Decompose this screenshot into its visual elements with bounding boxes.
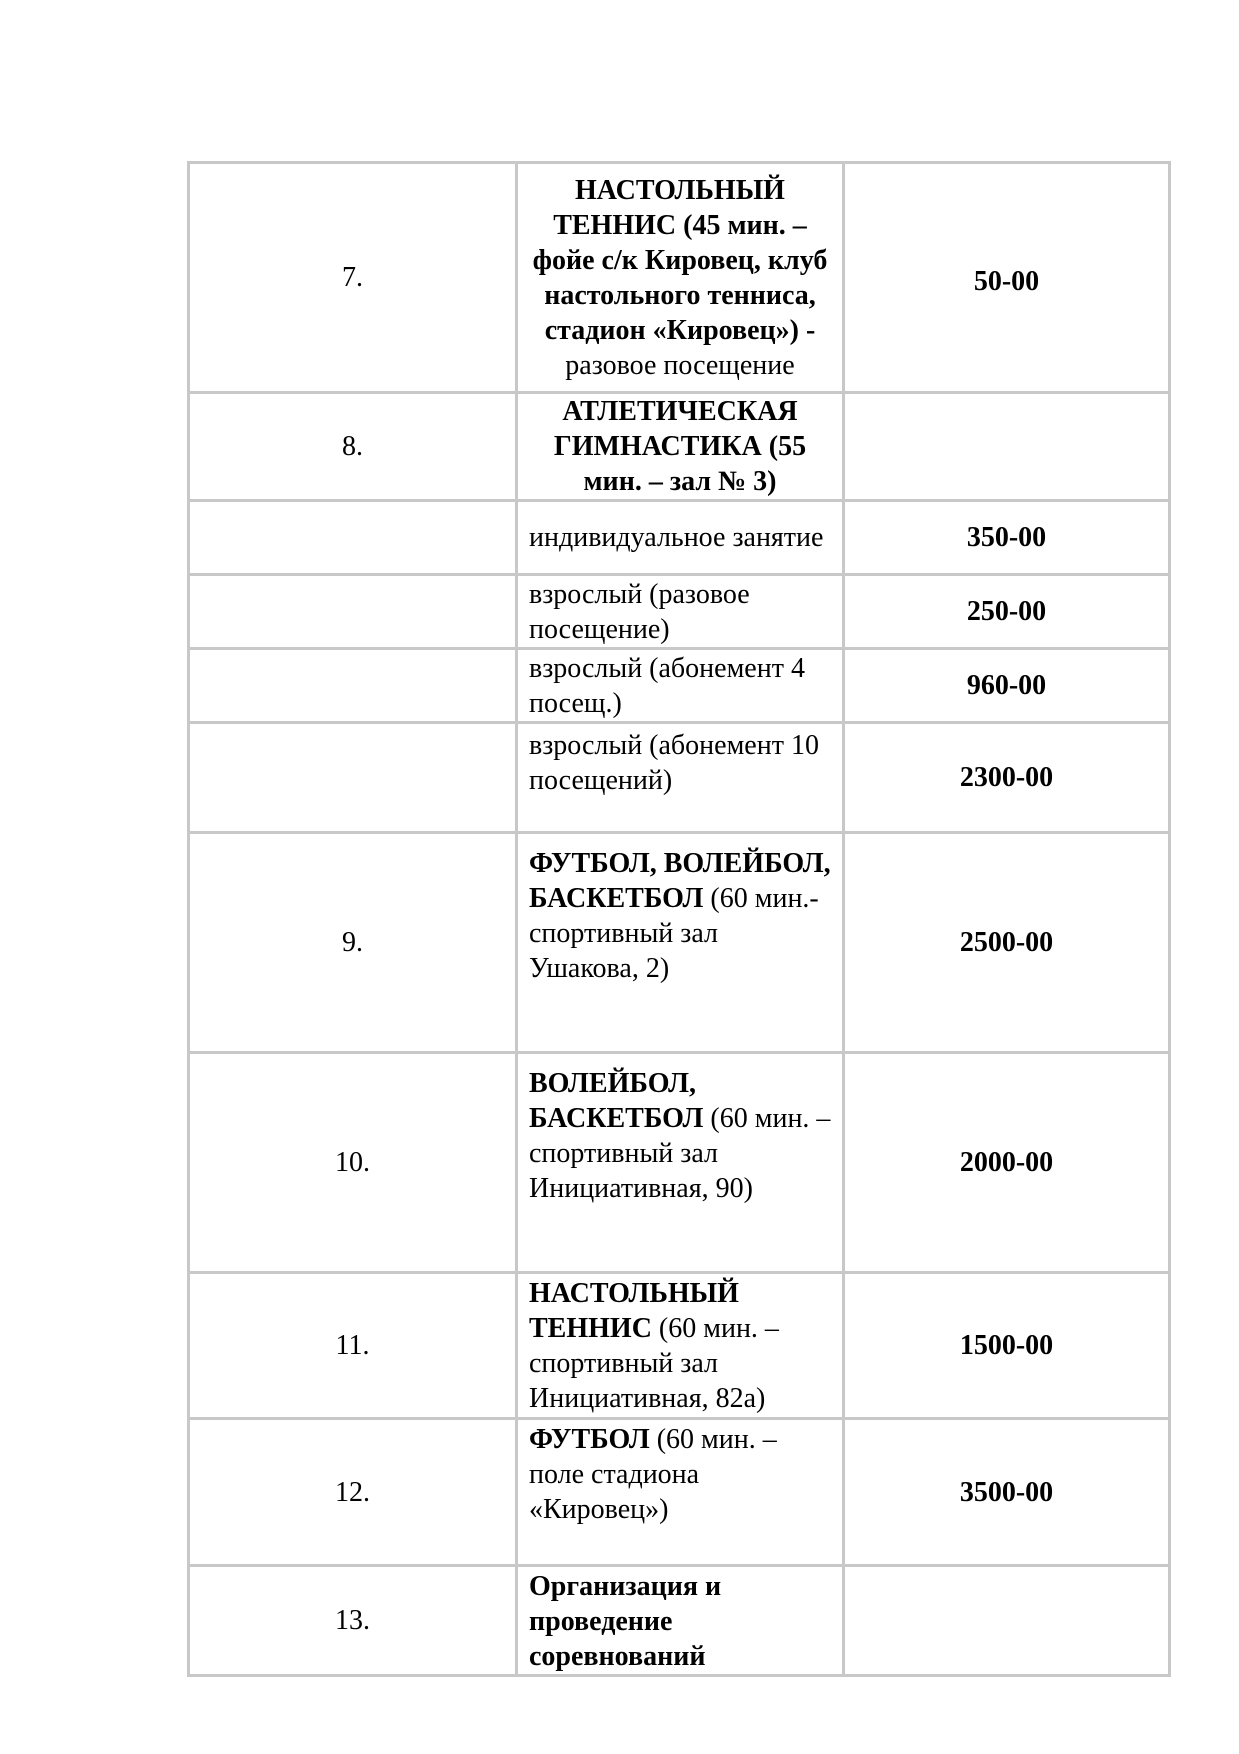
price-table (187, 161, 1171, 1677)
row-number: 7. (189, 163, 517, 393)
service-title: АТЛЕТИЧЕСКАЯ ГИМНАСТИКА (55 мин. – зал № 3) (553, 396, 807, 497)
service-description: (60 мин. – спортивный зал Инициативная, 90) (529, 1103, 831, 1204)
price-value (844, 1566, 1170, 1676)
row-number (189, 649, 517, 723)
service-description: взрослый (абонемент 4 посещ.) (517, 649, 844, 723)
price-value: 50-00 (844, 163, 1170, 393)
price-value: 250-00 (844, 575, 1170, 649)
service-name (517, 393, 844, 501)
table-row (189, 575, 1170, 649)
table-row (189, 833, 1170, 1053)
service-description: (60 мин. – поле стадиона «Кировец») (529, 1424, 777, 1525)
service-title: НАСТОЛЬНЫЙ ТЕННИС (45 мин. – фойе с/к Кировец, клуб настольного тенниса, стадион «Кировец») - (532, 174, 828, 346)
table-row (189, 723, 1170, 833)
row-number: 13. (189, 1566, 517, 1676)
price-value: 2000-00 (844, 1053, 1170, 1273)
price-value (844, 393, 1170, 501)
service-title: НАСТОЛЬНЫЙ ТЕННИС (529, 1278, 739, 1344)
service-description: индивидуальное занятие (517, 501, 844, 575)
table-row (189, 649, 1170, 723)
service-description: взрослый (абонемент 10 посещений) (517, 723, 844, 833)
service-title: Организация и проведение соревнований (529, 1571, 722, 1672)
row-number: 8. (189, 393, 517, 501)
table-row (189, 1419, 1170, 1566)
table-row (189, 1566, 1170, 1676)
table-row (189, 163, 1170, 393)
row-number: 9. (189, 833, 517, 1053)
row-number (189, 501, 517, 575)
price-value: 2500-00 (844, 833, 1170, 1053)
service-name (517, 1053, 844, 1273)
service-name (517, 833, 844, 1053)
service-title: ФУТБОЛ (529, 1424, 650, 1455)
price-value: 350-00 (844, 501, 1170, 575)
table-row (189, 501, 1170, 575)
service-title: ВОЛЕЙБОЛ, БАСКЕТБОЛ (529, 1068, 704, 1134)
row-number: 10. (189, 1053, 517, 1273)
service-description: взрослый (разовое посещение) (517, 575, 844, 649)
table-row (189, 1273, 1170, 1419)
service-name (517, 163, 844, 393)
service-name (517, 1273, 844, 1419)
service-description: (60 мин.- спортивный зал Ушакова, 2) (529, 883, 819, 984)
price-value: 2300-00 (844, 723, 1170, 833)
service-name (517, 1566, 844, 1676)
service-description: (60 мин. – спортивный зал Инициативная, 82а) (529, 1313, 779, 1414)
row-number (189, 723, 517, 833)
row-number: 12. (189, 1419, 517, 1566)
service-name (517, 1419, 844, 1566)
table-row (189, 393, 1170, 501)
table-row (189, 1053, 1170, 1273)
row-number: 11. (189, 1273, 517, 1419)
price-value: 1500-00 (844, 1273, 1170, 1419)
price-value: 3500-00 (844, 1419, 1170, 1566)
row-number (189, 575, 517, 649)
service-title: ФУТБОЛ, ВОЛЕЙБОЛ, БАСКЕТБОЛ (529, 848, 831, 914)
service-description: разовое посещение (565, 349, 795, 381)
price-value: 960-00 (844, 649, 1170, 723)
